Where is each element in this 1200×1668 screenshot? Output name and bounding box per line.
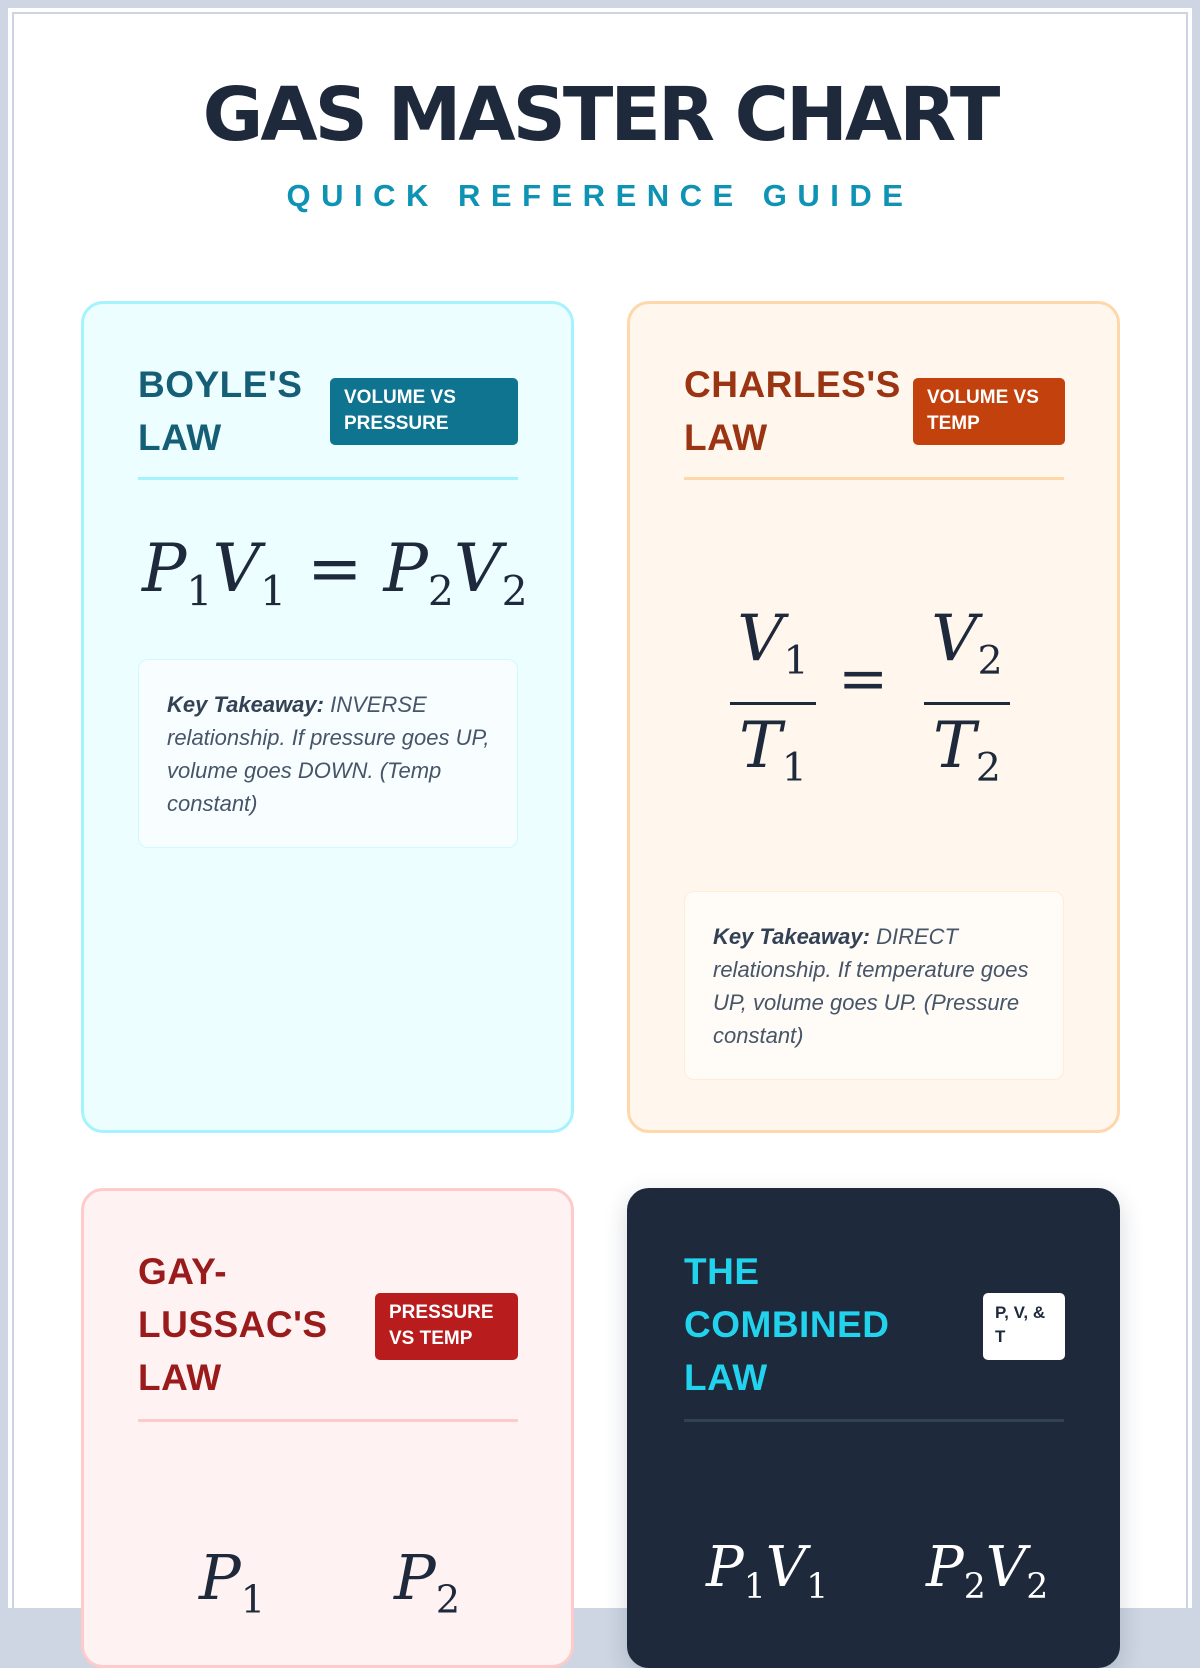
combined-p1: P (706, 1535, 744, 1600)
boyle-formula (142, 529, 528, 631)
combined-v1-sub: 1 (806, 1567, 829, 1608)
gay-lussac-p1: P (199, 1541, 241, 1614)
charles-v2: V (931, 602, 978, 676)
charles-v1-sub: 1 (783, 637, 809, 684)
boyle-v2-sub: 2 (501, 567, 528, 616)
gay-lussac-divider (138, 1419, 518, 1422)
gay-lussac-p2-term (394, 1543, 460, 1635)
combined-v2-sub: 2 (1026, 1567, 1049, 1608)
charles-t2-sub: 2 (975, 744, 1001, 791)
boyle-p2: P (383, 530, 428, 607)
charles-fraction-right (924, 604, 1010, 803)
gay-lussac-title: GAY-LUSSAC'S LAW (138, 1251, 328, 1398)
boyle-p1-sub: 1 (186, 567, 213, 616)
boyle-title: BOYLE'S LAW (138, 364, 303, 458)
boyle-equals: = (307, 530, 363, 607)
combined-numerator-right (926, 1533, 1048, 1622)
boyle-p1: P (142, 530, 187, 607)
gay-lussac-p2-sub: 2 (435, 1577, 461, 1623)
charles-equals: = (838, 644, 889, 714)
boyle-p2-sub: 2 (427, 567, 454, 616)
combined-divider (684, 1419, 1064, 1422)
charles-title: CHARLES'S LAW (684, 364, 901, 458)
charles-v2-sub: 2 (977, 637, 1003, 684)
gay-lussac-p1-term (199, 1541, 266, 1623)
boyle-v2: V (453, 530, 502, 607)
combined-formula (706, 1533, 1049, 1622)
gay-lussac-badge: PRESSURE VS TEMP (375, 1293, 518, 1360)
gay-lussac-card (81, 1188, 574, 1668)
boyle-v1: V (212, 530, 261, 607)
boyle-takeaway-label: Key Takeaway: (167, 692, 324, 717)
combined-card (627, 1188, 1120, 1668)
boyle-card (81, 301, 574, 1133)
combined-title: THE COMBINED LAW (684, 1251, 890, 1398)
gay-lussac-p2: P (394, 1541, 436, 1614)
charles-t2: T (933, 708, 976, 783)
charles-t1-sub: 1 (781, 744, 807, 791)
page-subtitle: QUICK REFERENCE GUIDE (286, 178, 914, 213)
boyle-takeaway (138, 659, 518, 848)
boyle-v1-sub: 1 (260, 567, 287, 616)
charles-divider (684, 477, 1064, 480)
charles-takeaway (684, 891, 1064, 1080)
boyle-divider (138, 477, 518, 480)
boyle-takeaway-text: INVERSE relationship. If pressure goes UP, volume goes DOWN. (Temp constant) (167, 692, 490, 816)
gay-lussac-formula (199, 1541, 461, 1635)
combined-v2: V (985, 1535, 1027, 1600)
gay-lussac-p1-sub: 1 (240, 1577, 266, 1623)
page-title: GAS MASTER CHART (202, 72, 998, 158)
charles-t1: T (739, 708, 782, 783)
combined-numerator-left (706, 1535, 829, 1608)
charles-card (627, 301, 1120, 1133)
combined-p2-sub: 2 (963, 1567, 986, 1608)
combined-p2: P (926, 1535, 964, 1600)
charles-formula (730, 602, 1020, 791)
charles-fraction-left (730, 604, 816, 803)
boyle-badge: VOLUME VS PRESSURE (330, 378, 518, 445)
charles-badge: VOLUME VS TEMP (913, 378, 1065, 445)
charles-takeaway-label: Key Takeaway: (713, 924, 870, 949)
combined-p1-sub: 1 (743, 1567, 766, 1608)
charles-v1: V (737, 602, 784, 676)
combined-badge: P, V, & T (983, 1293, 1065, 1360)
combined-v1: V (765, 1535, 807, 1600)
charles-takeaway-text: DIRECT relationship. If temperature goes UP, volume goes UP. (Pressure constant) (713, 924, 1029, 1048)
